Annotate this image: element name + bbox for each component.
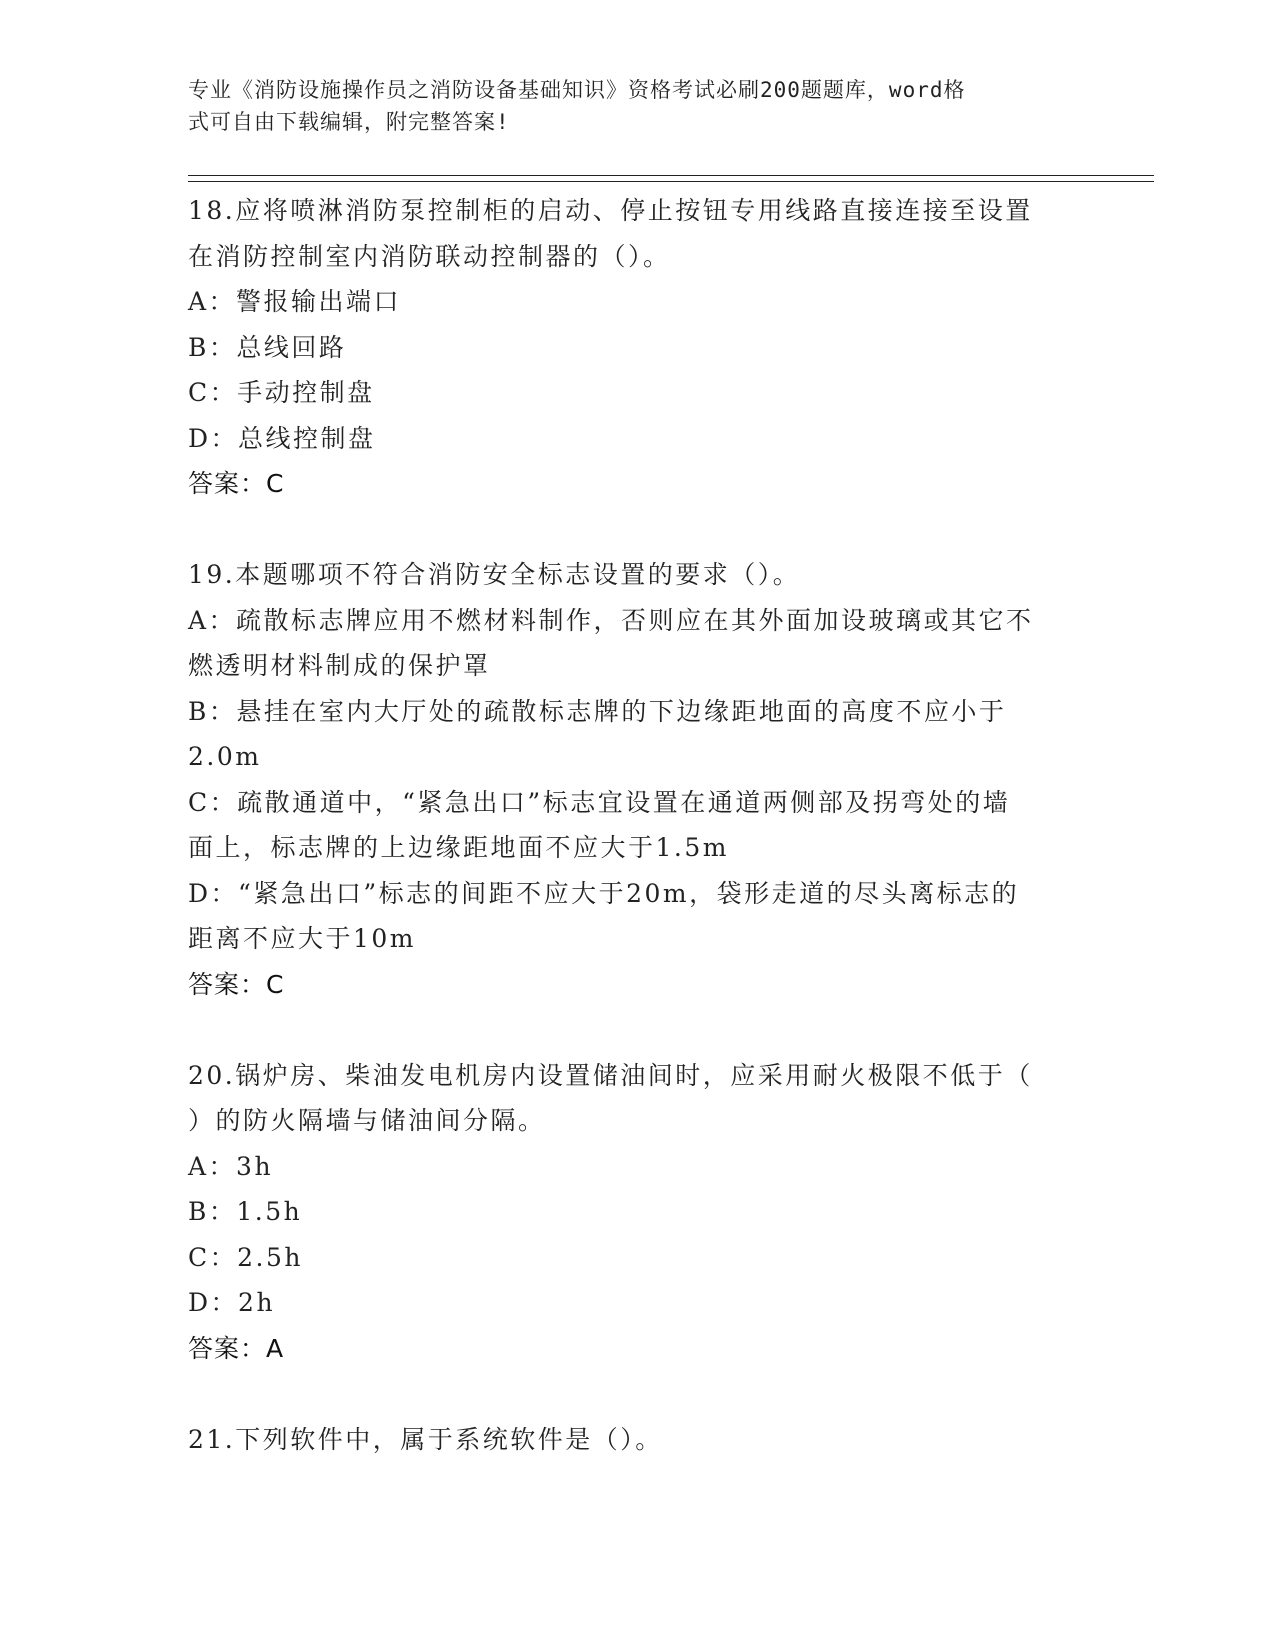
question-stem-line: 在消防控制室内消防联动控制器的（）。 xyxy=(188,241,671,271)
option-c: C：2.5h xyxy=(188,1242,303,1272)
option-d-continued: 距离不应大于10m xyxy=(188,924,417,953)
header-rule-top xyxy=(188,175,1154,176)
option-c: C：手动控制盘 xyxy=(188,378,375,407)
question-spacer xyxy=(188,1371,1088,1417)
option-b-continued: 2.0m xyxy=(188,742,262,771)
answer-label: 答案：A xyxy=(188,1333,285,1363)
answer-label: 答案：C xyxy=(188,469,285,498)
option-a-continued: 燃透明材料制成的保护罩 xyxy=(188,651,491,680)
question-21 xyxy=(188,1417,1088,1463)
option-a: A：警报输出端口 xyxy=(188,287,402,316)
question-stem-line: 21.下列软件中，属于系统软件是（）。 xyxy=(188,1424,663,1454)
option-a: A：疏散标志牌应用不燃材料制作，否则应在其外面加设玻璃或其它不 xyxy=(188,605,1034,635)
option-b: B：1.5h xyxy=(188,1197,303,1226)
question-stem-line: 18.应将喷淋消防泵控制柜的启动、停止按钮专用线路直接连接至设置 xyxy=(188,196,1033,225)
question-stem-line: 20.锅炉房、柴油发电机房内设置储油间时，应采用耐火极限不低于（ xyxy=(188,1060,1033,1090)
question-stem-line: 19.本题哪项不符合消防安全标志设置的要求（）。 xyxy=(188,560,801,589)
option-b: B：总线回路 xyxy=(188,332,347,362)
option-d: D：“紧急出口”标志的间距不应大于20m，袋形走道的尽头离标志的 xyxy=(188,878,1020,908)
option-c: C：疏散通道中，“紧急出口”标志宜设置在通道两侧部及拐弯处的墙 xyxy=(188,787,1011,817)
question-19 xyxy=(188,552,1088,1007)
answer-label: 答案：C xyxy=(188,969,285,999)
question-18 xyxy=(188,188,1088,507)
option-b: B：悬挂在室内大厅处的疏散标志牌的下边缘距地面的高度不应小于 xyxy=(188,696,1007,726)
header-rule-bottom xyxy=(188,181,1154,182)
question-20 xyxy=(188,1053,1088,1372)
header-line-1: 专业《消防设施操作员之消防设备基础知识》资格考试必刷200题题库，word格 xyxy=(188,78,966,102)
option-d: D：2h xyxy=(188,1288,276,1317)
question-stem-line: ）的防火隔墙与储油间分隔。 xyxy=(188,1106,546,1135)
option-a: A：3h xyxy=(188,1151,274,1181)
document-header xyxy=(188,74,1088,138)
question-spacer xyxy=(188,507,1088,553)
option-c-continued: 面上，标志牌的上边缘距地面不应大于1.5m xyxy=(188,833,729,862)
question-spacer xyxy=(188,1007,1088,1053)
option-d: D：总线控制盘 xyxy=(188,423,376,453)
question-list xyxy=(188,188,1088,1462)
header-line-2: 式可自由下载编辑，附完整答案! xyxy=(188,110,510,134)
